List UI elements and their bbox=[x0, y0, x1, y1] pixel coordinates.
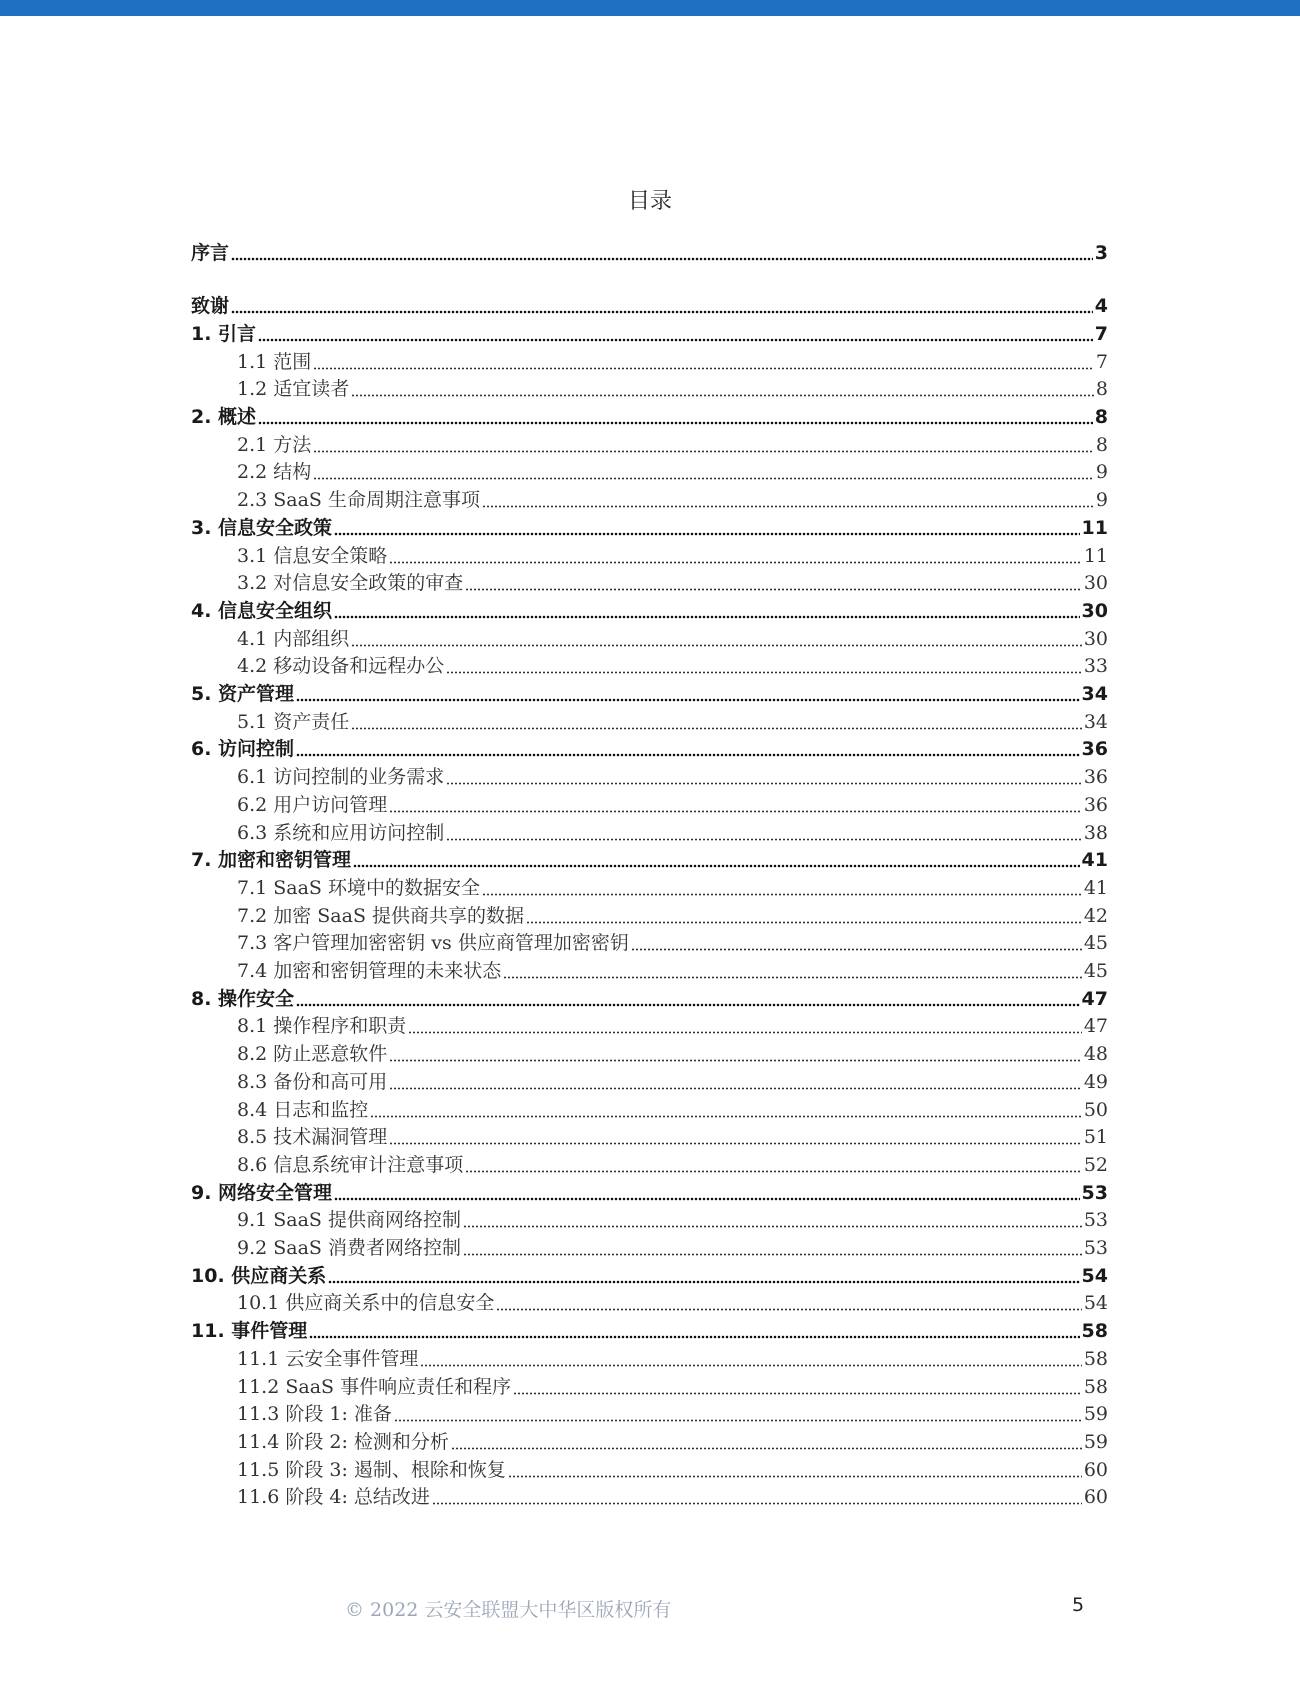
toc-entry-label: 8.6 信息系统审计注意事项 bbox=[237, 1153, 464, 1176]
toc-subsection-entry[interactable] bbox=[237, 1009, 1108, 1037]
toc-subsection-entry[interactable] bbox=[237, 1453, 1108, 1481]
toc-section-entry[interactable] bbox=[191, 511, 1108, 539]
dot-leader bbox=[389, 1126, 1082, 1148]
toc-entry-label: 1. 引言 bbox=[191, 322, 257, 345]
toc-entry-page: 45 bbox=[1083, 932, 1108, 955]
toc-subsection-entry[interactable] bbox=[237, 539, 1108, 567]
toc-section-entry[interactable] bbox=[191, 1259, 1108, 1287]
dot-leader bbox=[334, 1182, 1079, 1204]
toc-subsection-entry[interactable] bbox=[237, 705, 1108, 733]
page-number: 5 bbox=[1072, 1594, 1085, 1616]
toc-entry-page: 59 bbox=[1083, 1403, 1108, 1426]
dot-leader bbox=[351, 628, 1082, 650]
toc-entry-label: 3. 信息安全政策 bbox=[191, 516, 333, 539]
dot-leader bbox=[313, 461, 1094, 483]
toc-entry-label: 6. 访问控制 bbox=[191, 738, 295, 761]
toc-section-entry[interactable] bbox=[191, 1314, 1108, 1342]
toc-entry-page: 33 bbox=[1083, 655, 1108, 678]
dot-leader bbox=[451, 1431, 1082, 1453]
toc-entry-label: 11.6 阶段 4: 总结改进 bbox=[237, 1486, 430, 1509]
toc-entry-label: 8.4 日志和监控 bbox=[237, 1098, 369, 1121]
dot-leader bbox=[389, 1071, 1082, 1093]
toc-entry-label: 致谢 bbox=[191, 295, 230, 318]
toc-entry-label: 9. 网络安全管理 bbox=[191, 1181, 333, 1204]
toc-entry-label: 11.4 阶段 2: 检测和分析 bbox=[237, 1430, 449, 1453]
toc-entry-label: 5. 资产管理 bbox=[191, 683, 295, 705]
dot-leader bbox=[353, 849, 1079, 871]
toc-entry-page: 58 bbox=[1081, 1320, 1108, 1343]
dot-leader bbox=[496, 1292, 1081, 1314]
toc-entry-label: 2. 概述 bbox=[191, 406, 257, 428]
toc-entry-label: 11.1 云安全事件管理 bbox=[237, 1347, 419, 1370]
toc-entry-label: 序言 bbox=[191, 242, 230, 264]
toc-entry-page: 47 bbox=[1083, 1015, 1108, 1038]
toc-subsection-entry[interactable] bbox=[237, 760, 1108, 788]
dot-leader bbox=[351, 378, 1094, 400]
dot-leader bbox=[389, 1043, 1082, 1065]
toc-entry-label: 7.1 SaaS 环境中的数据安全 bbox=[237, 876, 480, 899]
toc-section-entry[interactable] bbox=[191, 289, 1108, 317]
toc-entry-label: 7.2 加密 SaaS 提供商共享的数据 bbox=[237, 904, 525, 927]
toc-entry-page: 54 bbox=[1083, 1292, 1108, 1315]
toc-entry-label: 2.1 方法 bbox=[237, 433, 312, 456]
toc-section-entry[interactable] bbox=[191, 317, 1108, 345]
dot-leader bbox=[258, 406, 1093, 428]
dot-leader bbox=[231, 242, 1093, 264]
toc-entry-label: 3.2 对信息安全政策的审查 bbox=[237, 572, 464, 595]
toc-entry-page: 30 bbox=[1083, 572, 1108, 595]
dot-leader bbox=[508, 1459, 1082, 1481]
dot-leader bbox=[420, 1348, 1081, 1370]
toc-entry-label: 8.2 防止恶意软件 bbox=[237, 1043, 388, 1066]
dot-leader bbox=[446, 655, 1082, 677]
toc-entry-label: 7.4 加密和密钥管理的未来状态 bbox=[237, 960, 502, 982]
top-accent-bar bbox=[0, 0, 1300, 16]
toc-entry-label: 8. 操作安全 bbox=[191, 987, 295, 1010]
toc-entry-label: 9.2 SaaS 消费者网络控制 bbox=[237, 1237, 461, 1259]
toc-subsection-entry[interactable] bbox=[237, 1231, 1108, 1259]
dot-leader bbox=[313, 434, 1094, 456]
toc-entry-label: 11. 事件管理 bbox=[191, 1320, 308, 1343]
toc-section-entry[interactable] bbox=[191, 732, 1108, 760]
toc-entry-page: 54 bbox=[1081, 1264, 1108, 1287]
toc-subsection-entry[interactable] bbox=[237, 345, 1108, 373]
toc-entry-page: 36 bbox=[1083, 766, 1108, 789]
toc-subsection-entry[interactable] bbox=[237, 1370, 1108, 1398]
dot-leader bbox=[231, 295, 1093, 317]
toc-entry-page: 9 bbox=[1095, 461, 1108, 484]
toc-section-entry[interactable] bbox=[191, 1176, 1108, 1204]
dot-leader bbox=[313, 351, 1094, 373]
toc-subsection-entry[interactable] bbox=[237, 1425, 1108, 1453]
toc-entry-page: 4 bbox=[1094, 295, 1108, 318]
toc-entry-page: 11 bbox=[1081, 516, 1108, 539]
toc-entry-page: 42 bbox=[1083, 904, 1108, 927]
dot-leader bbox=[389, 545, 1082, 567]
toc-entry-page: 7 bbox=[1094, 322, 1108, 345]
toc-entry-page: 41 bbox=[1083, 876, 1108, 899]
toc-entry-page: 8 bbox=[1094, 406, 1108, 428]
toc-entry-page: 60 bbox=[1083, 1486, 1108, 1509]
toc-entry-page: 36 bbox=[1081, 738, 1108, 761]
dot-leader bbox=[432, 1486, 1082, 1508]
dot-leader bbox=[334, 600, 1079, 622]
toc-entry-label: 11.2 SaaS 事件响应责任和程序 bbox=[237, 1375, 512, 1398]
toc-entry-page: 59 bbox=[1083, 1430, 1108, 1453]
toc-entry-page: 30 bbox=[1081, 599, 1108, 622]
toc-entry-label: 11.3 阶段 1: 准备 bbox=[237, 1403, 392, 1426]
dot-leader bbox=[296, 683, 1079, 705]
toc-entry-page: 45 bbox=[1083, 960, 1108, 982]
toc-entry-page: 11 bbox=[1083, 544, 1108, 567]
toc-entry-page: 8 bbox=[1095, 378, 1108, 401]
toc-entry-page: 47 bbox=[1081, 987, 1108, 1010]
toc-section-entry[interactable] bbox=[191, 843, 1108, 871]
toc-entry-page: 8 bbox=[1095, 433, 1108, 456]
toc-entry-page: 3 bbox=[1094, 242, 1108, 264]
toc-entry-page: 41 bbox=[1081, 849, 1108, 872]
toc-entry-page: 58 bbox=[1083, 1347, 1108, 1370]
dot-leader bbox=[465, 1154, 1082, 1176]
dot-leader bbox=[328, 1265, 1079, 1287]
dot-leader bbox=[296, 738, 1079, 760]
toc-entry-label: 10. 供应商关系 bbox=[191, 1264, 327, 1287]
toc-subsection-entry[interactable] bbox=[237, 1480, 1108, 1508]
dot-leader bbox=[408, 1015, 1082, 1037]
dot-leader bbox=[334, 517, 1079, 539]
toc-subsection-entry[interactable] bbox=[237, 455, 1108, 483]
toc-entry-label: 8.5 技术漏洞管理 bbox=[237, 1126, 388, 1149]
dot-leader bbox=[482, 877, 1082, 899]
toc-subsection-entry[interactable] bbox=[237, 622, 1108, 650]
toc-entry-page: 53 bbox=[1083, 1209, 1108, 1232]
toc-subsection-entry[interactable] bbox=[237, 566, 1108, 594]
toc-subsection-entry[interactable] bbox=[237, 483, 1108, 511]
dot-leader bbox=[446, 822, 1082, 844]
dot-leader bbox=[631, 932, 1082, 954]
toc-entry-label: 8.3 备份和高可用 bbox=[237, 1070, 388, 1093]
dot-leader bbox=[513, 1376, 1082, 1398]
toc-entry-label: 3.1 信息安全策略 bbox=[237, 544, 388, 567]
toc-entry-page: 36 bbox=[1083, 793, 1108, 816]
toc-entry-label: 6.1 访问控制的业务需求 bbox=[237, 766, 445, 789]
toc-entry-label: 11.5 阶段 3: 遏制、根除和恢复 bbox=[237, 1458, 506, 1481]
toc-entry-page: 9 bbox=[1095, 489, 1108, 512]
toc-section-entry[interactable] bbox=[191, 677, 1108, 705]
toc-entry-label: 2.3 SaaS 生命周期注意事项 bbox=[237, 489, 480, 512]
dot-leader bbox=[463, 1209, 1082, 1231]
toc-entry-label: 7. 加密和密钥管理 bbox=[191, 849, 352, 872]
toc-title: 目录 bbox=[627, 189, 672, 214]
dot-leader bbox=[463, 1237, 1082, 1259]
toc-subsection-entry[interactable] bbox=[237, 649, 1108, 677]
toc-subsection-entry[interactable] bbox=[237, 1120, 1108, 1148]
toc-entry-label: 2.2 结构 bbox=[237, 461, 312, 484]
toc-subsection-entry[interactable] bbox=[237, 871, 1108, 899]
dot-leader bbox=[296, 988, 1079, 1010]
toc-entry-label: 1.1 范围 bbox=[237, 350, 312, 373]
toc-subsection-entry[interactable] bbox=[237, 954, 1108, 982]
toc-entry-page: 50 bbox=[1083, 1098, 1108, 1121]
toc-entry-page: 60 bbox=[1083, 1458, 1108, 1481]
toc-subsection-entry[interactable] bbox=[237, 899, 1108, 927]
toc-subsection-entry[interactable] bbox=[237, 1286, 1108, 1314]
toc-entry-page: 30 bbox=[1083, 627, 1108, 650]
toc-entry-page: 34 bbox=[1083, 710, 1108, 733]
toc-subsection-entry[interactable] bbox=[237, 1065, 1108, 1093]
toc-subsection-entry[interactable] bbox=[237, 372, 1108, 400]
toc-entry-label: 9.1 SaaS 提供商网络控制 bbox=[237, 1209, 461, 1232]
toc-section-entry[interactable] bbox=[191, 236, 1108, 264]
toc-entry-label: 4.1 内部组织 bbox=[237, 627, 350, 650]
toc-entry-label: 5.1 资产责任 bbox=[237, 710, 350, 733]
toc-subsection-entry[interactable] bbox=[237, 1203, 1108, 1231]
toc-section-entry[interactable] bbox=[191, 400, 1108, 428]
dot-leader bbox=[309, 1320, 1079, 1342]
toc-subsection-entry[interactable] bbox=[237, 1148, 1108, 1176]
toc-subsection-entry[interactable] bbox=[237, 788, 1108, 816]
dot-leader bbox=[503, 960, 1082, 982]
dot-leader bbox=[526, 905, 1082, 927]
toc-entry-label: 1.2 适宜读者 bbox=[237, 378, 350, 401]
toc-entry-page: 48 bbox=[1083, 1043, 1108, 1066]
dot-leader bbox=[394, 1403, 1082, 1425]
toc-entry-page: 7 bbox=[1095, 350, 1108, 373]
toc-entry-label: 4. 信息安全组织 bbox=[191, 599, 333, 622]
toc-entry-page: 34 bbox=[1081, 683, 1108, 705]
toc-entry-page: 52 bbox=[1083, 1153, 1108, 1176]
toc-subsection-entry[interactable] bbox=[237, 926, 1108, 954]
toc-entry-page: 49 bbox=[1083, 1070, 1108, 1093]
toc-subsection-entry[interactable] bbox=[237, 1397, 1108, 1425]
toc-entry-label: 7.3 客户管理加密密钥 vs 供应商管理加密密钥 bbox=[237, 932, 629, 955]
dot-leader bbox=[351, 711, 1082, 733]
toc-subsection-entry[interactable] bbox=[237, 1037, 1108, 1065]
toc-entry-page: 53 bbox=[1083, 1237, 1108, 1259]
toc-entry-page: 38 bbox=[1083, 821, 1108, 844]
toc-entry-page: 58 bbox=[1083, 1375, 1108, 1398]
toc-subsection-entry[interactable] bbox=[237, 428, 1108, 456]
toc-entry-label: 4.2 移动设备和远程办公 bbox=[237, 655, 445, 678]
copyright-footer: © 2022 云安全联盟大中华区版权所有 bbox=[345, 1599, 672, 1621]
toc-entry-label: 10.1 供应商关系中的信息安全 bbox=[237, 1292, 495, 1315]
dot-leader bbox=[482, 489, 1094, 511]
dot-leader bbox=[258, 323, 1093, 345]
toc-subsection-entry[interactable] bbox=[237, 816, 1108, 844]
dot-leader bbox=[465, 572, 1082, 594]
toc-section-entry[interactable] bbox=[191, 594, 1108, 622]
dot-leader bbox=[446, 766, 1082, 788]
dot-leader bbox=[389, 794, 1082, 816]
toc-subsection-entry[interactable] bbox=[237, 1342, 1108, 1370]
toc-subsection-entry[interactable] bbox=[237, 1093, 1108, 1121]
dot-leader bbox=[370, 1099, 1082, 1121]
toc-entry-label: 6.3 系统和应用访问控制 bbox=[237, 821, 445, 844]
toc-entry-label: 6.2 用户访问管理 bbox=[237, 793, 388, 816]
toc-entry-page: 51 bbox=[1083, 1126, 1108, 1149]
toc-entry-label: 8.1 操作程序和职责 bbox=[237, 1015, 407, 1038]
toc-entry-page: 53 bbox=[1081, 1181, 1108, 1204]
toc-section-entry[interactable] bbox=[191, 982, 1108, 1010]
